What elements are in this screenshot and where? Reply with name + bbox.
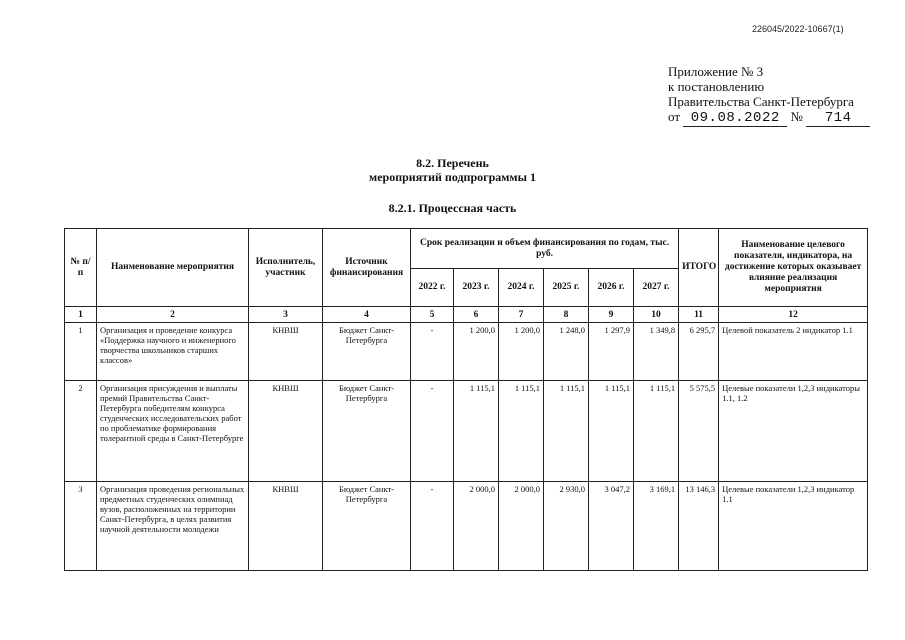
- column-number: 2: [97, 307, 249, 323]
- row-executor: КНВШ: [249, 323, 323, 381]
- header-year: 2023 г.: [454, 269, 499, 307]
- row-source: Бюджет Санкт-Петербурга: [323, 482, 411, 571]
- row-executor: КНВШ: [249, 381, 323, 482]
- header-num: № п/п: [65, 229, 97, 307]
- column-number: 5: [411, 307, 454, 323]
- row-indicator: Целевые показатели 1,2,3 индикатор 1.1: [719, 482, 868, 571]
- row-value-2022: -: [411, 323, 454, 381]
- activities-table: [64, 228, 868, 571]
- column-number: 6: [454, 307, 499, 323]
- header-name: Наименование мероприятия: [97, 229, 249, 307]
- row-source: Бюджет Санкт-Петербурга: [323, 323, 411, 381]
- column-number: 10: [634, 307, 679, 323]
- header-indicator: Наименование целевого показателя, индикатора, на достижение которых оказывает влияние реализация мероприятия: [719, 229, 868, 307]
- table-row: [65, 381, 868, 482]
- row-value-2024: 1 115,1: [499, 381, 544, 482]
- header-year: 2027 г.: [634, 269, 679, 307]
- column-number: 9: [589, 307, 634, 323]
- number-prefix: №: [790, 109, 803, 124]
- header-source: Источник финансирования: [323, 229, 411, 307]
- header-year: 2024 г.: [499, 269, 544, 307]
- row-value-2024: 1 200,0: [499, 323, 544, 381]
- appendix-line-2: к постановлению: [668, 79, 765, 94]
- row-activity-name: Организация присуждения и выплаты премий Правительства Санкт-Петербурга победителям конкурса студенческих исследовательских работ по проблематике формирования толерантной среды в Санкт-Петербурге: [97, 381, 249, 482]
- column-number: 4: [323, 307, 411, 323]
- row-value-2025: 2 930,0: [544, 482, 589, 571]
- section-subtitle: 8.2.1. Процессная часть: [388, 201, 517, 215]
- date-prefix: от: [668, 109, 681, 124]
- column-number: 12: [719, 307, 868, 323]
- column-number: 8: [544, 307, 589, 323]
- row-indicator: Целевой показатель 2 индикатор 1.1: [719, 323, 868, 381]
- row-total: 5 575,5: [679, 381, 719, 482]
- row-source: Бюджет Санкт-Петербурга: [323, 381, 411, 482]
- row-executor: КНВШ: [249, 482, 323, 571]
- header-total: ИТОГО: [679, 229, 719, 307]
- row-value-2022: -: [411, 482, 454, 571]
- resolution-number: 714: [806, 111, 870, 127]
- document-id: 226045/2022-10667(1): [752, 24, 844, 34]
- row-num: 3: [65, 482, 97, 571]
- header-period: Срок реализации и объем финансирования по годам, тыс. руб.: [411, 229, 679, 269]
- column-number: 7: [499, 307, 544, 323]
- appendix-block: [668, 64, 870, 127]
- table-row: [65, 323, 868, 381]
- document-title: [0, 156, 905, 184]
- row-value-2025: 1 248,0: [544, 323, 589, 381]
- title-line-1: 8.2. Перечень: [416, 156, 489, 170]
- header-year: 2026 г.: [589, 269, 634, 307]
- row-activity-name: Организация проведения региональных предметных студенческих олимпиад вузов, расположенных на территории Санкт-Петербурга, в целях развития научной деятельности молодежи: [97, 482, 249, 571]
- row-activity-name: Организация и проведение конкурса «Поддержка научного и инженерного творчества школьников старших классов»: [97, 323, 249, 381]
- row-value-2023: 1 200,0: [454, 323, 499, 381]
- column-number: 3: [249, 307, 323, 323]
- appendix-line-1: Приложение № 3: [668, 64, 764, 79]
- header-year: 2025 г.: [544, 269, 589, 307]
- row-value-2023: 1 115,1: [454, 381, 499, 482]
- row-value-2027: 1 115,1: [634, 381, 679, 482]
- row-value-2025: 1 115,1: [544, 381, 589, 482]
- row-num: 2: [65, 381, 97, 482]
- header-year: 2022 г.: [411, 269, 454, 307]
- row-value-2027: 3 169,1: [634, 482, 679, 571]
- row-total: 13 146,3: [679, 482, 719, 571]
- title-line-2: мероприятий подпрограммы 1: [369, 170, 536, 184]
- appendix-date-line: [668, 109, 870, 127]
- row-indicator: Целевые показатели 1,2,3 индикаторы 1.1, 1.2: [719, 381, 868, 482]
- row-value-2024: 2 000,0: [499, 482, 544, 571]
- header-executor: Исполнитель, участник: [249, 229, 323, 307]
- row-value-2023: 2 000,0: [454, 482, 499, 571]
- resolution-date: 09.08.2022: [683, 111, 787, 127]
- column-number: 1: [65, 307, 97, 323]
- appendix-line-3: Правительства Санкт-Петербурга: [668, 94, 854, 109]
- table-row: [65, 482, 868, 571]
- row-value-2027: 1 349,8: [634, 323, 679, 381]
- row-value-2022: -: [411, 381, 454, 482]
- row-num: 1: [65, 323, 97, 381]
- row-value-2026: 1 297,9: [589, 323, 634, 381]
- row-total: 6 295,7: [679, 323, 719, 381]
- row-value-2026: 3 047,2: [589, 482, 634, 571]
- column-number: 11: [679, 307, 719, 323]
- row-value-2026: 1 115,1: [589, 381, 634, 482]
